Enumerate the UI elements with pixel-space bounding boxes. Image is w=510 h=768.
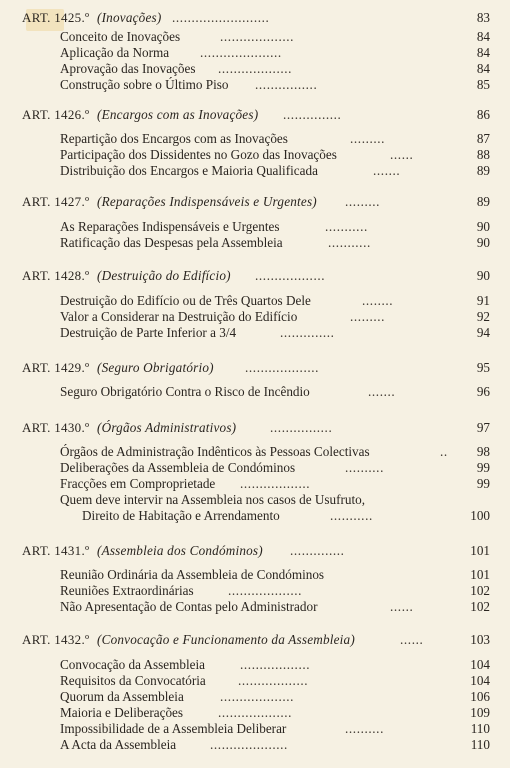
dot-leader: ...... bbox=[400, 632, 424, 647]
dot-leader: .................. bbox=[240, 476, 311, 491]
page-number: 110 bbox=[470, 721, 490, 736]
dot-leader: .............. bbox=[280, 325, 335, 340]
toc-entry-row bbox=[0, 147, 510, 163]
toc-entry-row bbox=[0, 567, 510, 583]
article-number: ART. 1427.º bbox=[22, 194, 90, 209]
toc-entry-row bbox=[0, 673, 510, 689]
entry-title: Direito de Habitação e Arrendamento bbox=[82, 508, 280, 523]
entry-title: Construção sobre o Último Piso bbox=[60, 77, 229, 92]
toc-entry-row bbox=[0, 131, 510, 147]
toc-entry-row bbox=[0, 163, 510, 179]
entry-title: Órgãos de Administração Indênticos às Pessoas Colectivas bbox=[60, 444, 370, 459]
dot-leader: ...... bbox=[390, 147, 414, 162]
entry-title: Destruição do Edifício ou de Três Quartos Dele bbox=[60, 293, 311, 308]
dot-leader: ................... bbox=[245, 360, 320, 375]
dot-leader: ................... bbox=[218, 61, 293, 76]
toc-entry-row bbox=[0, 583, 510, 599]
page-number: 90 bbox=[476, 219, 490, 234]
page-number: 109 bbox=[470, 705, 490, 720]
page-number: 98 bbox=[476, 444, 490, 459]
entry-title: Maioria e Deliberações bbox=[60, 705, 184, 720]
dot-leader: .................. bbox=[238, 673, 309, 688]
page-number: 96 bbox=[476, 384, 490, 399]
entry-title: Aprovação das Inovações bbox=[60, 61, 196, 76]
page-number: 83 bbox=[476, 10, 490, 25]
page-number: 90 bbox=[476, 268, 490, 283]
entry-title: Valor a Considerar na Destruição do Edifício bbox=[60, 309, 298, 324]
dot-leader: ......... bbox=[350, 309, 386, 324]
article-title: (Reparações Indispensáveis e Urgentes) bbox=[97, 194, 317, 209]
page-number: 106 bbox=[470, 689, 490, 704]
toc-article-row bbox=[0, 632, 510, 648]
page-number: 99 bbox=[476, 460, 490, 475]
entry-title: Requisitos da Convocatória bbox=[60, 673, 206, 688]
toc-entry-row bbox=[0, 384, 510, 400]
toc-article-row bbox=[0, 420, 510, 436]
toc-article-row bbox=[0, 194, 510, 210]
dot-leader: ........... bbox=[328, 235, 371, 250]
toc-entry-row bbox=[0, 492, 510, 508]
entry-title: As Reparações Indispensáveis e Urgentes bbox=[60, 219, 280, 234]
dot-leader: ................... bbox=[228, 583, 303, 598]
entry-title: Quem deve intervir na Assembleia nos casos de Usufruto, bbox=[60, 492, 366, 507]
article-number: ART. 1432.º bbox=[22, 632, 90, 647]
page-number: 99 bbox=[476, 476, 490, 491]
article-number: ART. 1431.º bbox=[22, 543, 90, 558]
toc-entry-row bbox=[0, 508, 510, 524]
page-number: 104 bbox=[470, 673, 490, 688]
toc-entry-row bbox=[0, 689, 510, 705]
dot-leader: ................... bbox=[220, 29, 295, 44]
page-number: 89 bbox=[476, 194, 490, 209]
dot-leader: ............... bbox=[283, 107, 342, 122]
page-number: 84 bbox=[476, 29, 490, 44]
toc-entry-row bbox=[0, 293, 510, 309]
article-number: ART. 1425.º bbox=[22, 10, 90, 25]
toc-article-row bbox=[0, 360, 510, 376]
article-title: (Órgãos Administrativos) bbox=[97, 420, 237, 435]
page-number: 94 bbox=[476, 325, 490, 340]
entry-title: A Acta da Assembleia bbox=[60, 737, 177, 752]
entry-title: Fracções em Comproprietade bbox=[60, 476, 216, 491]
dot-leader: ................ bbox=[270, 420, 333, 435]
toc-entry-row bbox=[0, 45, 510, 61]
toc-entry-row bbox=[0, 309, 510, 325]
toc-entry-row bbox=[0, 657, 510, 673]
entry-title: Destruição de Parte Inferior a 3/4 bbox=[60, 325, 237, 340]
toc-entry-row bbox=[0, 460, 510, 476]
toc-entry-row bbox=[0, 721, 510, 737]
entry-title: Conceito de Inovações bbox=[60, 29, 181, 44]
entry-title: Aplicação da Norma bbox=[60, 45, 170, 60]
toc-entry-row bbox=[0, 77, 510, 93]
article-title: (Encargos com as Inovações) bbox=[97, 107, 259, 122]
dot-leader: ....... bbox=[368, 384, 396, 399]
toc-entry-row bbox=[0, 705, 510, 721]
dot-leader: ........ bbox=[362, 293, 394, 308]
toc-entry-row bbox=[0, 476, 510, 492]
dot-leader: .......... bbox=[345, 460, 384, 475]
page-number: 88 bbox=[476, 147, 490, 162]
page-number: 86 bbox=[476, 107, 490, 122]
entry-title: Reunião Ordinária da Assembleia de Condóminos bbox=[60, 567, 325, 582]
article-title: (Destruição do Edifício) bbox=[97, 268, 231, 283]
entry-title: Convocação da Assembleia bbox=[60, 657, 206, 672]
article-number: ART. 1426.º bbox=[22, 107, 90, 122]
page-number: 101 bbox=[470, 567, 490, 582]
dot-leader: ................ bbox=[255, 77, 318, 92]
toc-entry-row bbox=[0, 444, 510, 460]
page-number: 102 bbox=[470, 583, 490, 598]
dot-leader: ......... bbox=[345, 194, 381, 209]
dot-leader: ......... bbox=[350, 131, 386, 146]
toc-article-row bbox=[0, 107, 510, 123]
article-number: ART. 1429.º bbox=[22, 360, 90, 375]
dot-leader: ................... bbox=[220, 689, 295, 704]
entry-title: Quorum da Assembleia bbox=[60, 689, 184, 704]
toc-entry-row bbox=[0, 235, 510, 251]
dot-leader: ...... bbox=[390, 599, 414, 614]
dot-leader: ................... bbox=[218, 705, 293, 720]
dot-leader: ..................... bbox=[200, 45, 282, 60]
toc-entry-row bbox=[0, 599, 510, 615]
page-number: 91 bbox=[476, 293, 490, 308]
dot-leader: .................. bbox=[240, 657, 311, 672]
page-number: 97 bbox=[476, 420, 490, 435]
page-number: 90 bbox=[476, 235, 490, 250]
page-number: 92 bbox=[476, 309, 490, 324]
entry-title: Ratificação das Despesas pela Assembleia bbox=[60, 235, 283, 250]
article-title: (Convocação e Funcionamento da Assembleia) bbox=[97, 632, 355, 647]
toc-entry-row bbox=[0, 29, 510, 45]
toc-article-row bbox=[0, 10, 510, 26]
article-title: (Assembleia dos Condóminos) bbox=[97, 543, 263, 558]
entry-title: Repartição dos Encargos com as Inovações bbox=[60, 131, 288, 146]
entry-title: Seguro Obrigatório Contra o Risco de Incêndio bbox=[60, 384, 310, 399]
entry-title: Impossibilidade de a Assembleia Deliberar bbox=[60, 721, 287, 736]
toc-entry-row bbox=[0, 219, 510, 235]
page-number: 84 bbox=[476, 45, 490, 60]
page-number: 84 bbox=[476, 61, 490, 76]
page-number: 104 bbox=[470, 657, 490, 672]
dot-leader: .. bbox=[440, 444, 448, 459]
toc-entry-row bbox=[0, 61, 510, 77]
dot-leader: .................. bbox=[255, 268, 326, 283]
article-title: (Inovações) bbox=[97, 10, 162, 25]
page-number: 101 bbox=[470, 543, 490, 558]
page-number: 102 bbox=[470, 599, 490, 614]
page-number: 85 bbox=[476, 77, 490, 92]
page-number: 100 bbox=[470, 508, 490, 523]
toc-entry-row bbox=[0, 737, 510, 753]
dot-leader: ......................... bbox=[172, 10, 270, 25]
article-number: ART. 1430.º bbox=[22, 420, 90, 435]
entry-title: Distribuição dos Encargos e Maioria Qualificada bbox=[60, 163, 318, 178]
dot-leader: ....... bbox=[373, 163, 401, 178]
page-number: 110 bbox=[470, 737, 490, 752]
dot-leader: ........... bbox=[325, 219, 368, 234]
dot-leader: .............. bbox=[290, 543, 345, 558]
dot-leader: .................... bbox=[210, 737, 288, 752]
dot-leader: ........... bbox=[330, 508, 373, 523]
page-number: 89 bbox=[476, 163, 490, 178]
page-number: 95 bbox=[476, 360, 490, 375]
page-number: 87 bbox=[476, 131, 490, 146]
entry-title: Não Apresentação de Contas pelo Administrador bbox=[60, 599, 318, 614]
toc-article-row bbox=[0, 268, 510, 284]
entry-title: Participação dos Dissidentes no Gozo das Inovações bbox=[60, 147, 337, 162]
page-number: 103 bbox=[470, 632, 490, 647]
entry-title: Reuniões Extraordinárias bbox=[60, 583, 194, 598]
entry-title: Deliberações da Assembleia de Condóminos bbox=[60, 460, 296, 475]
toc-article-row bbox=[0, 543, 510, 559]
toc-entry-row bbox=[0, 325, 510, 341]
article-number: ART. 1428.º bbox=[22, 268, 90, 283]
article-title: (Seguro Obrigatório) bbox=[97, 360, 214, 375]
dot-leader: .......... bbox=[345, 721, 384, 736]
